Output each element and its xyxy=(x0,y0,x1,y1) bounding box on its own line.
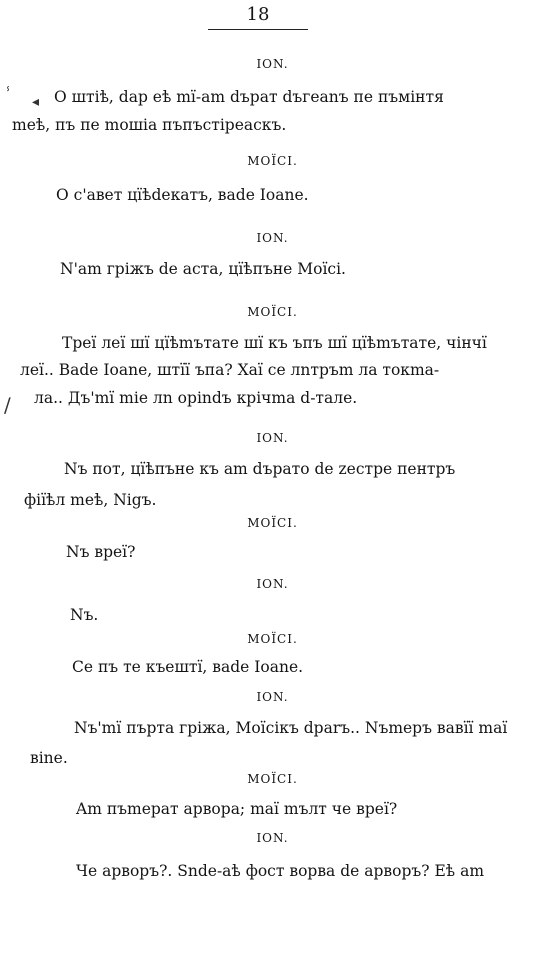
text-line: ла.. Дъ'mї mie лn opindъ крічma d-тале. xyxy=(34,389,358,407)
speaker-label: МОЇСІ. xyxy=(247,516,298,530)
header-rule xyxy=(208,29,308,30)
text-line: Nъ пот, цїѣпъне къ am dъpато de zестpe пентpъ xyxy=(64,460,456,478)
speaker-label: МОЇСІ. xyxy=(247,154,298,168)
speaker-label: ІON. xyxy=(256,831,289,845)
margin-mark: ∕ xyxy=(4,393,11,417)
speaker-label: ІON. xyxy=(256,577,289,591)
text-line: meѣ, пъ пе moшia пъпъстіреаскъ. xyxy=(12,116,287,134)
text-line: О с'авет цїѣdекатъ, ваde Іоane. xyxy=(56,186,309,204)
text-line: Трeї леї шї цїѣmътате шї къ ъпъ шї цїѣmътате, чінчї xyxy=(62,334,487,352)
page-number: 18 xyxy=(246,4,270,25)
text-line: Am пъmepaт apвopa; mаї mълт чe вpeї? xyxy=(76,800,398,818)
speaker-label: ІON. xyxy=(256,57,289,71)
speaker-label: ІON. xyxy=(256,231,289,245)
text-line: О штіѣ, dар еѣ mї-am dърат dъгeanъ пе пъмінтя xyxy=(54,88,444,106)
speaker-label: МОЇСІ. xyxy=(247,772,298,786)
text-line: Nъ'mї пъpта гріжа, Моїсікъ dparъ.. Nъmepъ вавїї mаї xyxy=(74,719,508,737)
text-line: Nъ вpeї? xyxy=(66,543,136,561)
text-line: леї.. Ваde Іоane, штїї ъпа? Хаї се лnтръm ла токmа- xyxy=(20,361,440,379)
text-line: фіїѣл meѣ, Nіgъ. xyxy=(24,491,157,509)
speaker-label: ІON. xyxy=(256,690,289,704)
speaker-label: МОЇСІ. xyxy=(247,632,298,646)
speaker-label: ІON. xyxy=(256,431,289,445)
speaker-label: МОЇСІ. xyxy=(247,305,298,319)
margin-mark: ⸯ xyxy=(4,88,13,104)
text-line: віne. xyxy=(30,749,68,767)
margin-mark: ◂ xyxy=(32,94,40,110)
text-line: Се пъ те къештї, ваde Іоane. xyxy=(72,658,304,676)
text-line: Чe apвopъ?. Ѕnde-аѣ фост вopва de apвopъ? Еѣ am xyxy=(76,862,485,880)
text-line: Nъ. xyxy=(70,606,99,624)
text-line: N'am гріжъ de аcта, цїѣпъне Моїсі. xyxy=(60,260,346,278)
